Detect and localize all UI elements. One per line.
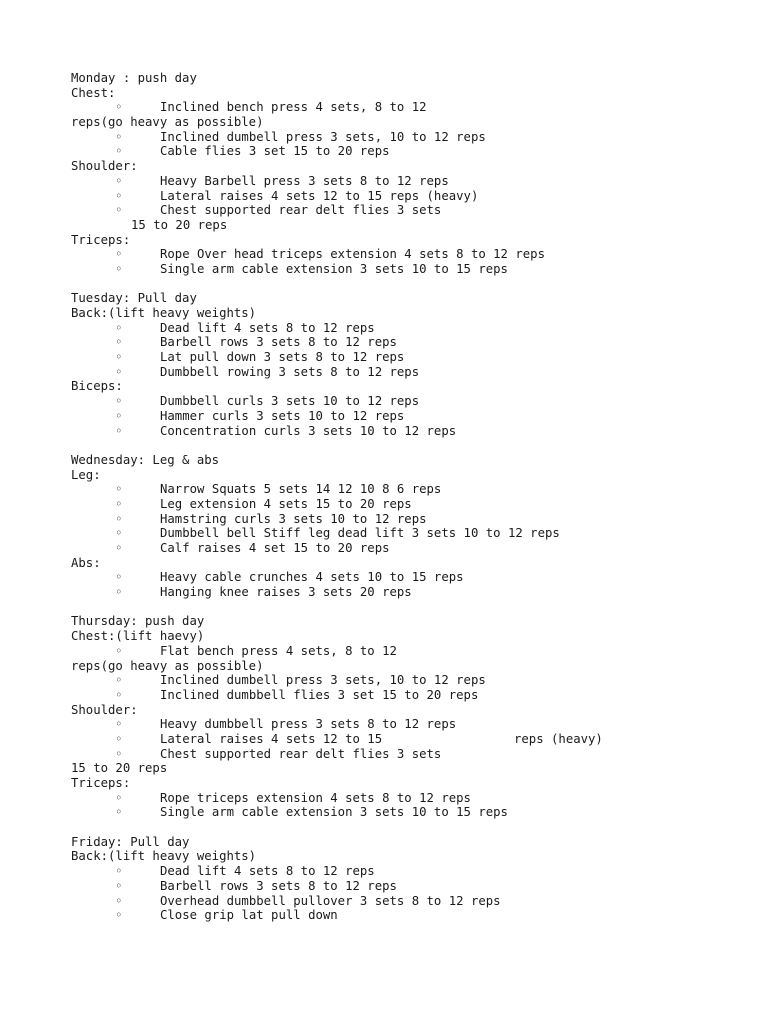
bullet-icon: ◦: [115, 335, 123, 350]
blank-line: [0, 600, 768, 615]
bullet-icon: ◦: [115, 541, 123, 555]
list-item-text: Hamstring curls 3 sets 10 to 12 reps: [160, 511, 427, 526]
list-item: [0, 203, 768, 218]
list-item-text: Heavy dumbbell press 3 sets 8 to 12 reps: [160, 717, 457, 732]
list-item: [0, 526, 768, 541]
list-item-text: Flat bench press 4 sets, 8 to 12: [160, 643, 397, 658]
list-item-text: Dead lift 4 sets 8 to 12 reps: [160, 864, 375, 879]
bullet-icon: ◦: [115, 408, 123, 423]
list-item: [0, 100, 768, 115]
list-item: [0, 585, 768, 600]
text-line: reps(go heavy as possible): [71, 115, 264, 130]
bullet-icon: ◦: [115, 893, 123, 908]
bullet-icon: ◦: [115, 878, 123, 893]
bullet-icon: ◦: [115, 129, 123, 144]
text-line: Back:(lift heavy weights): [71, 849, 257, 864]
bullet-icon: ◦: [115, 717, 123, 732]
text-line: Chest:: [71, 85, 116, 100]
text-line: Monday : push day: [71, 71, 197, 85]
list-item: [0, 805, 768, 820]
list-item: [0, 497, 768, 512]
text-line: Triceps:: [71, 776, 131, 790]
list-item: [0, 409, 768, 424]
list-item: [0, 424, 768, 439]
bullet-icon: ◦: [115, 188, 123, 203]
list-item: [0, 541, 768, 556]
text-line: Wednesday: Leg & abs: [71, 452, 220, 467]
list-item: [0, 644, 768, 659]
list-item: [0, 879, 768, 894]
list-item-trailing-text: reps (heavy): [514, 731, 603, 746]
continuation-line: 15 to 20 reps: [131, 217, 228, 232]
list-item-text: Heavy cable crunches 4 sets 10 to 15 reps: [160, 570, 464, 585]
bullet-icon: ◦: [115, 908, 123, 923]
list-item: [0, 688, 768, 703]
list-item: [0, 189, 768, 204]
bullet-icon: ◦: [115, 423, 123, 438]
list-item-text: Inclined dumbbell flies 3 set 15 to 20 reps: [160, 687, 479, 702]
list-item-text: Single arm cable extension 3 sets 10 to 15 reps: [160, 805, 508, 820]
list-item-text: Dumbbell curls 3 sets 10 to 12 reps: [160, 394, 420, 409]
list-item-text: Inclined dumbell press 3 sets, 10 to 12 reps: [160, 673, 486, 688]
list-item-text: Hanging knee raises 3 sets 20 reps: [160, 585, 412, 600]
list-item: [0, 262, 768, 277]
list-item-text: Narrow Squats 5 sets 14 12 10 8 6 reps: [160, 482, 442, 497]
text-line: Friday: Pull day: [71, 834, 190, 849]
list-item-text: Single arm cable extension 3 sets 10 to 15 reps: [160, 261, 508, 276]
text-line: Biceps:: [71, 379, 123, 394]
list-item: [0, 512, 768, 527]
list-item: [0, 350, 768, 365]
bullet-icon: ◦: [115, 247, 123, 262]
list-item: [0, 908, 768, 923]
list-item-text: Chest supported rear delt flies 3 sets: [160, 746, 442, 761]
bullet-icon: ◦: [115, 805, 123, 820]
bullet-icon: ◦: [115, 203, 123, 218]
list-item: [0, 174, 768, 189]
list-item-text: Heavy Barbell press 3 sets 8 to 12 reps: [160, 173, 449, 188]
list-item: [0, 732, 768, 747]
bullet-icon: ◦: [115, 496, 123, 511]
list-item-text: Barbell rows 3 sets 8 to 12 reps: [160, 878, 397, 893]
list-item: [0, 570, 768, 585]
list-item: [0, 144, 768, 159]
list-item-text: Hammer curls 3 sets 10 to 12 reps: [160, 408, 405, 423]
list-item: [0, 864, 768, 879]
list-item-text: Cable flies 3 set 15 to 20 reps: [160, 144, 390, 159]
bullet-icon: ◦: [115, 526, 123, 541]
list-item-text: Dumbbell rowing 3 sets 8 to 12 reps: [160, 364, 420, 379]
list-item-text: Dumbbell bell Stiff leg dead lift 3 sets 10 to 12 reps: [160, 526, 560, 541]
text-line: Shoulder:: [71, 159, 138, 174]
bullet-icon: ◦: [115, 643, 123, 658]
list-item: [0, 247, 768, 262]
list-item: [0, 717, 768, 732]
bullet-icon: ◦: [115, 350, 123, 365]
text-line: Triceps:: [71, 232, 131, 247]
text-line: Leg:: [71, 467, 101, 482]
text-line: Abs:: [71, 555, 101, 570]
list-item-text: Chest supported rear delt flies 3 sets: [160, 203, 442, 218]
text-line: 15 to 20 reps: [71, 761, 168, 776]
list-item: [0, 482, 768, 497]
list-item: [0, 365, 768, 380]
list-item-text: Concentration curls 3 sets 10 to 12 reps: [160, 423, 457, 438]
list-item-text: Inclined bench press 4 sets, 8 to 12: [160, 100, 427, 115]
list-item: [0, 335, 768, 350]
text-line: Shoulder:: [71, 702, 138, 717]
bullet-icon: ◦: [115, 511, 123, 526]
bullet-icon: ◦: [115, 585, 123, 600]
list-item-text: Dead lift 4 sets 8 to 12 reps: [160, 320, 375, 335]
bullet-icon: ◦: [115, 673, 123, 688]
bullet-icon: ◦: [115, 790, 123, 805]
bullet-icon: ◦: [115, 320, 123, 335]
blank-line: [0, 820, 768, 835]
list-item-text: Calf raises 4 set 15 to 20 reps: [160, 541, 390, 555]
bullet-icon: ◦: [115, 144, 123, 159]
list-item-text: Close grip lat pull down: [160, 908, 338, 923]
bullet-icon: ◦: [115, 173, 123, 188]
document-body: [0, 71, 768, 923]
bullet-icon: ◦: [115, 261, 123, 276]
list-item-text: Barbell rows 3 sets 8 to 12 reps: [160, 335, 397, 350]
list-item-text: Lateral raises 4 sets 12 to 15: [160, 731, 383, 746]
bullet-icon: ◦: [115, 687, 123, 702]
list-item-text: Lat pull down 3 sets 8 to 12 reps: [160, 350, 405, 365]
list-item: [0, 673, 768, 688]
list-item-text: Leg extension 4 sets 15 to 20 reps: [160, 496, 412, 511]
list-item: [0, 394, 768, 409]
bullet-icon: ◦: [115, 570, 123, 585]
text-line: Chest:(lift haevy): [71, 629, 205, 644]
list-item: [0, 894, 768, 909]
list-item: [0, 321, 768, 336]
text-line: Thursday: push day: [71, 614, 205, 629]
blank-line: [0, 438, 768, 453]
bullet-icon: ◦: [115, 100, 123, 115]
list-item: [0, 791, 768, 806]
list-item-text: Lateral raises 4 sets 12 to 15 reps (heavy): [160, 188, 479, 203]
text-line: reps(go heavy as possible): [71, 658, 264, 673]
bullet-icon: ◦: [115, 482, 123, 497]
bullet-icon: ◦: [115, 394, 123, 409]
text-line: Back:(lift heavy weights): [71, 306, 257, 320]
list-item-text: Overhead dumbbell pullover 3 sets 8 to 12 reps: [160, 893, 501, 908]
text-line: Tuesday: Pull day: [71, 291, 197, 306]
list-item: [0, 747, 768, 762]
bullet-icon: ◦: [115, 731, 123, 746]
bullet-icon: ◦: [115, 746, 123, 761]
bullet-icon: ◦: [115, 864, 123, 879]
list-item-text: Inclined dumbell press 3 sets, 10 to 12 reps: [160, 129, 486, 144]
bullet-icon: ◦: [115, 364, 123, 379]
list-item-text: Rope Over head triceps extension 4 sets 8 to 12 reps: [160, 247, 545, 262]
list-item: [0, 130, 768, 145]
list-item-text: Rope triceps extension 4 sets 8 to 12 reps: [160, 790, 471, 805]
blank-line: [0, 277, 768, 292]
